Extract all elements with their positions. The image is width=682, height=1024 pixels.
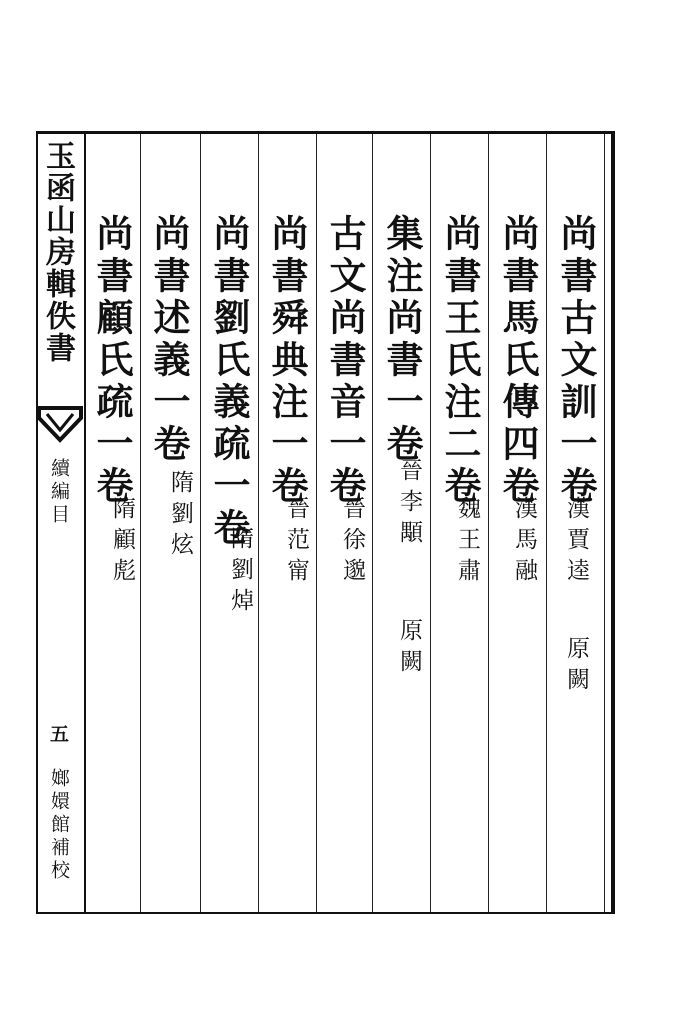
frame-right-border xyxy=(611,131,615,914)
entry-title: 尚書古文訓一卷 xyxy=(554,214,598,508)
entry-author: 隋劉焯 xyxy=(227,526,253,619)
entry-author: 晉李顒 xyxy=(396,458,422,551)
entry-author: 晉范甯 xyxy=(283,496,309,589)
column-divider xyxy=(372,134,373,912)
entry-title: 集注尚書一卷 xyxy=(380,214,424,466)
frame-right-inner-border xyxy=(604,134,605,912)
column-divider xyxy=(140,134,141,912)
entry-title: 尚書馬氏傳四卷 xyxy=(496,214,540,508)
entry-title: 尚書舜典注一卷 xyxy=(265,214,309,508)
fishtail-mark-icon xyxy=(37,404,83,444)
entry-author: 漢馬融 xyxy=(511,496,537,589)
entry-note: 原闕 xyxy=(396,618,422,680)
column-divider xyxy=(546,134,547,912)
frame-top-border xyxy=(36,131,614,134)
book-title: 玉函山房輯佚書 xyxy=(40,140,75,364)
entry-note: 原闕 xyxy=(563,636,589,698)
column-divider xyxy=(258,134,259,912)
publisher-mark: 嫏嬛館補校 xyxy=(48,768,70,883)
entry-title: 古文尚書音一卷 xyxy=(323,214,367,508)
column-divider xyxy=(488,134,489,912)
entry-author: 漢賈逵 xyxy=(563,496,589,589)
entry-author: 晉徐邈 xyxy=(339,496,365,589)
entry-title: 尚書王氏注二卷 xyxy=(438,214,482,508)
column-divider xyxy=(200,134,201,912)
page-number: 五 xyxy=(47,724,69,747)
section-label: 續編目 xyxy=(48,458,70,527)
frame-bottom-border xyxy=(36,912,614,914)
entry-author: 魏王肅 xyxy=(454,496,480,589)
column-divider xyxy=(316,134,317,912)
margin-divider xyxy=(84,134,86,912)
column-divider xyxy=(430,134,431,912)
entry-title: 尚書顧氏疏一卷 xyxy=(90,214,134,508)
entry-author: 隋劉炫 xyxy=(167,470,193,563)
entry-title: 尚書述義一卷 xyxy=(147,214,191,466)
entry-title: 尚書劉氏義疏一卷 xyxy=(207,214,251,550)
entry-author: 隋顧彪 xyxy=(109,496,135,589)
frame-left-border xyxy=(36,131,38,914)
